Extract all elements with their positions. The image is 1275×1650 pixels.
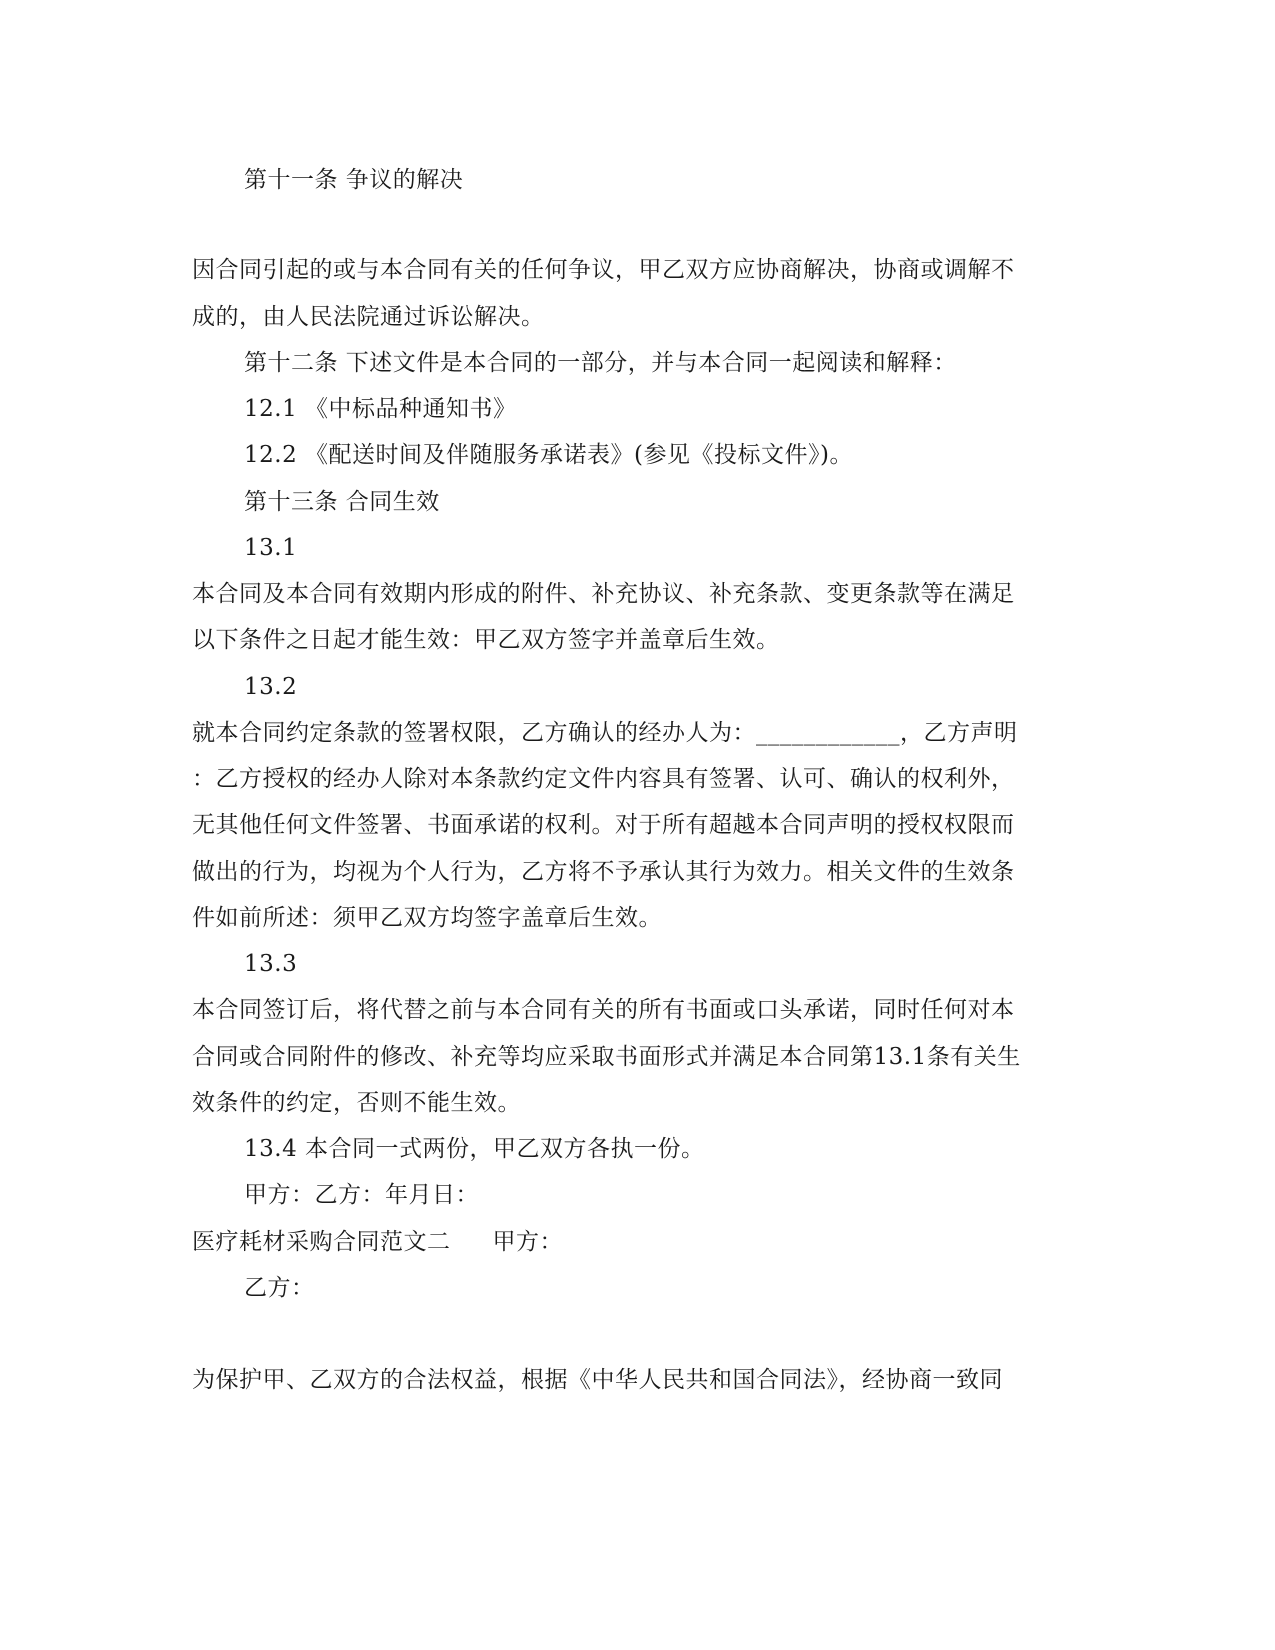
second-template-title-line: [192, 1228, 563, 1256]
paragraph-line: 为保护甲、乙双方的合法权益，根据《中华人民共和国合同法》，经协商一致同: [192, 1367, 1003, 1393]
clause-13-1-number: 13.1: [244, 535, 298, 561]
party-b-label: 乙方：: [244, 1275, 315, 1301]
paragraph-line: 本合同及本合同有效期内形成的附件、补充协议、补充条款、变更条款等在满足: [192, 581, 1015, 607]
signature-line: 甲方：乙方：年月日：: [244, 1182, 479, 1208]
clause-12-1: 12.1 《中标品种通知书》: [244, 396, 517, 422]
paragraph-line: ：乙方授权的经办人除对本条款约定文件内容具有签署、认可、确认的权利外，: [192, 766, 1015, 792]
second-template-title: 医疗耗材采购合同范文二: [192, 1229, 451, 1255]
paragraph-line: 本合同签订后，将代替之前与本合同有关的所有书面或口头承诺，同时任何对本: [192, 997, 1015, 1023]
paragraph-line: 做出的行为，均视为个人行为，乙方将不予承认其行为效力。相关文件的生效条: [192, 859, 1015, 885]
clause-13-2-number: 13.2: [244, 674, 298, 700]
clause-13-4: 13.4 本合同一式两份，甲乙双方各执一份。: [244, 1136, 705, 1162]
paragraph-line: 以下条件之日起才能生效：甲乙双方签字并盖章后生效。: [192, 627, 780, 653]
paragraph-line: 就本合同约定条款的签署权限，乙方确认的经办人为：____________，乙方声明: [192, 720, 1018, 746]
party-a-label: 甲方：: [492, 1229, 563, 1255]
paragraph-line: 成的，由人民法院通过诉讼解决。: [192, 304, 545, 330]
clause-12-2: 12.2 《配送时间及伴随服务承诺表》(参见《投标文件》)。: [244, 442, 853, 468]
clause-13-3-number: 13.3: [244, 951, 298, 977]
paragraph-line: 件如前所述：须甲乙双方均签字盖章后生效。: [192, 905, 662, 931]
paragraph-line: 合同或合同附件的修改、补充等均应采取书面形式并满足本合同第13.1条有关生: [192, 1044, 1021, 1070]
article-13-heading: 第十三条 合同生效: [244, 489, 440, 515]
article-11-heading: 第十一条 争议的解决: [244, 167, 464, 193]
paragraph-line: 效条件的约定，否则不能生效。: [192, 1090, 521, 1116]
paragraph-line: 无其他任何文件签署、书面承诺的权利。对于所有超越本合同声明的授权权限而: [192, 812, 1015, 838]
paragraph-line: 因合同引起的或与本合同有关的任何争议，甲乙双方应协商解决，协商或调解不: [192, 257, 1015, 283]
article-12-heading: 第十二条 下述文件是本合同的一部分，并与本合同一起阅读和解释：: [244, 350, 957, 376]
